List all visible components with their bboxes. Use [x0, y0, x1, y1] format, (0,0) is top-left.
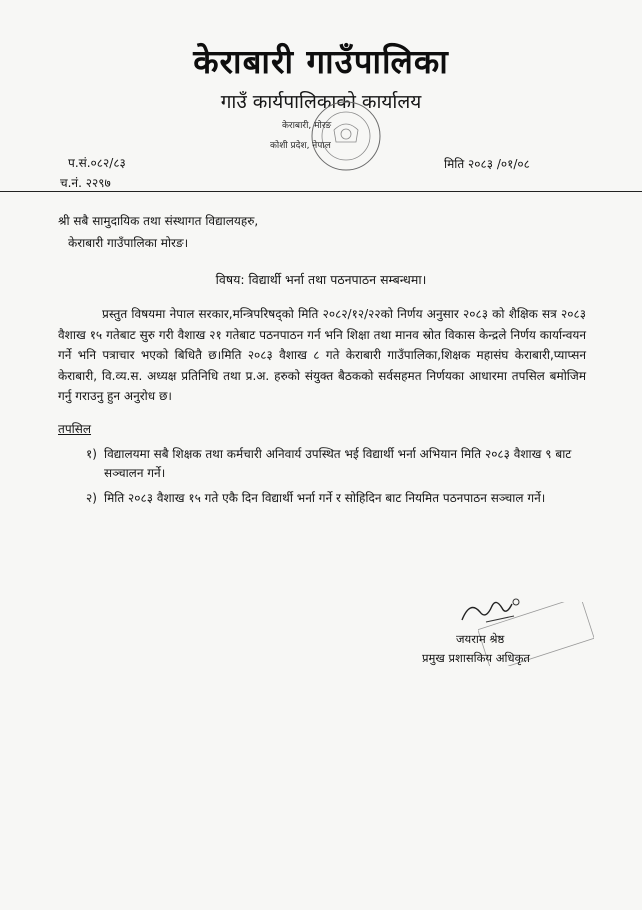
dispatch-number: च.नं. २२९७	[60, 176, 111, 190]
letter-body-paragraph	[58, 304, 586, 407]
signatory-name: जयराम श्रेष्ठ	[456, 632, 505, 646]
seal-address-line: केराबारी, मोरङ	[282, 121, 332, 131]
letter-subject: विषय: विद्यार्थी भर्ना तथा पठनपाठन सम्बन्धमा।	[215, 272, 427, 287]
tapasil-item-2	[86, 489, 586, 508]
letter-body-text: प्रस्तुत विषयमा नेपाल सरकार,मन्त्रिपरिषद्को मिति २०८२/१२/२२को निर्णय अनुसार २०८३ को शैक्षिक सत्र २०८३ वैशाख १५ गतेबाट सुरु गरी वैशाख २१ गतेबाट पठनपाठन गर्न भनि शिक्षा तथा मानव स्रोत विकास केन्द्रले निर्णय कार्यान्वयन गर्ने भनि पत्राचार भएको बिधितै छ।मिति २०८३ वैशाख ८ गते केराबारी गाउँपालिका,शिक्षक महासंघ केराबारी,प्याप्सन केराबारी, वि.व्य.स. अध्यक्ष प्रतिनिधि तथा प्र.अ. हरुको संयुक्त बैठकको सर्वसहमत निर्णयका आधारमा तपसिल बमोजिम गर्नु गराउनु हुन अनुरोध छ।	[58, 307, 586, 403]
office-subtitle: गाउँ कार्यपालिकाको कार्यालय	[220, 91, 422, 113]
letter-date: मिति २०८३ /०१/०८	[444, 157, 530, 171]
office-title: केराबारी गाउँपालिका	[193, 42, 449, 81]
tapasil-item-number: २)	[86, 491, 97, 505]
header-divider	[0, 191, 642, 192]
seal-province-line: कोशी प्रदेश, नेपाल	[270, 141, 331, 151]
recipient-line-2: केराबारी गाउँपालिका मोरङ।	[68, 236, 189, 250]
letter-reference-number: प.सं.०८२/८३	[68, 156, 126, 170]
tapasil-heading: तपसिल	[58, 422, 92, 436]
signatory-designation: प्रमुख प्रशासकिय अधिकृत	[422, 651, 530, 665]
tapasil-item-text: विद्यालयमा सबै शिक्षक तथा कर्मचारी अनिवार्य उपस्थित भई विद्यार्थी भर्ना अभियान मिति २०८३ वैशाख ९ बाट सञ्चालन गर्ने।	[104, 447, 572, 480]
tapasil-item-number: १)	[86, 447, 97, 461]
recipient-line-1: श्री सबै सामुदायिक तथा संस्थागत विद्यालयहरु,	[58, 214, 259, 228]
tapasil-item-1	[86, 445, 586, 483]
tapasil-item-text: मिति २०८३ वैशाख १५ गते एकै दिन विद्यार्थी भर्ना गर्ने र सोहिदिन बाट नियमित पठनपाठन सञ्चाल गर्ने।	[104, 491, 546, 505]
